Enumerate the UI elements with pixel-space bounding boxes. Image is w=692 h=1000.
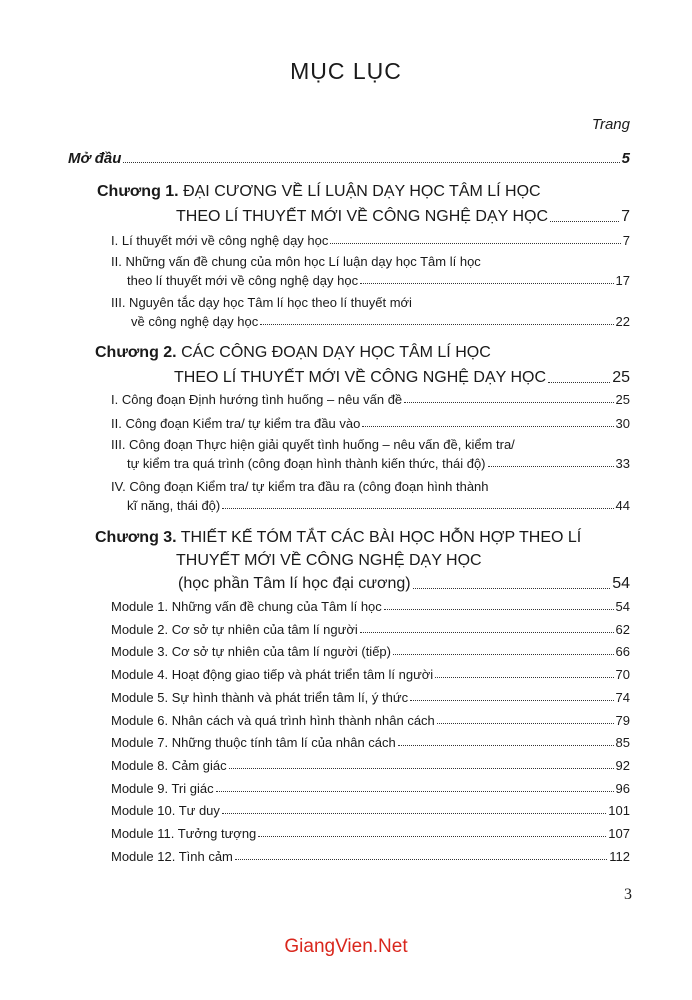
dot-leader bbox=[235, 859, 607, 860]
module-label: Module 10. Tư duy bbox=[111, 803, 220, 819]
toc-page-number: 101 bbox=[608, 803, 630, 819]
toc-item[interactable] bbox=[127, 456, 630, 471]
toc-page-number: 54 bbox=[612, 575, 630, 592]
module-label: Module 8. Cảm giác bbox=[111, 757, 227, 773]
module-entry[interactable] bbox=[111, 758, 630, 773]
module-label: Module 7. Những thuộc tính tâm lí của nhân cách bbox=[111, 735, 396, 751]
dot-leader bbox=[548, 382, 610, 383]
module-entry[interactable] bbox=[111, 644, 630, 659]
toc-page-number: 66 bbox=[615, 644, 630, 660]
toc-item-label: theo lí thuyết mới về công nghệ dạy học bbox=[127, 273, 359, 288]
chapter-title-line: THEO LÍ THUYẾT MỚI VỀ CÔNG NGHỆ DẠY HỌC bbox=[176, 208, 548, 225]
toc-item-label: I. Công đoạn Định hướng tình huống – nêu vấn đề bbox=[111, 392, 403, 407]
dot-leader bbox=[222, 813, 606, 814]
module-entry[interactable] bbox=[111, 803, 630, 818]
module-label: Module 2. Cơ sở tự nhiên của tâm lí người bbox=[111, 621, 358, 637]
dot-leader bbox=[360, 632, 614, 633]
dot-leader bbox=[384, 609, 614, 610]
page-number: 3 bbox=[624, 886, 632, 903]
toc-item-label: tự kiểm tra quá trình (công đoạn hình thành kiến thức, thái độ) bbox=[127, 456, 486, 471]
dot-leader bbox=[258, 836, 606, 837]
toc-entry-label: Mở đầu bbox=[68, 150, 122, 167]
dot-leader bbox=[435, 677, 613, 678]
module-label: Module 1. Những vấn đề chung của Tâm lí học bbox=[111, 599, 382, 614]
page-title: MỤC LỤC bbox=[290, 58, 402, 84]
module-entry[interactable] bbox=[111, 849, 630, 864]
chapter-title-row[interactable] bbox=[178, 575, 630, 593]
toc-item-label: kĩ năng, thái độ) bbox=[127, 498, 221, 513]
toc-page-number: 7 bbox=[621, 208, 630, 225]
dot-leader bbox=[404, 402, 613, 403]
module-entry[interactable] bbox=[111, 690, 630, 705]
chapter-title-line: CÁC CÔNG ĐOẠN DẠY HỌC TÂM LÍ HỌC bbox=[181, 344, 491, 361]
chapter-heading[interactable] bbox=[95, 529, 581, 547]
toc-page-number: 25 bbox=[612, 369, 630, 386]
watermark-footer: GiangVien.Net bbox=[284, 936, 408, 957]
chapter-prefix: Chương 1. bbox=[97, 183, 179, 200]
dot-leader bbox=[260, 324, 613, 325]
module-label: Module 12. Tình cảm bbox=[111, 848, 233, 864]
chapter-title-row[interactable] bbox=[174, 369, 630, 387]
toc-page-number: 92 bbox=[615, 757, 630, 773]
toc-page-number: 96 bbox=[615, 780, 630, 796]
toc-item-label: về công nghệ dạy học bbox=[131, 314, 259, 329]
toc-item[interactable] bbox=[127, 273, 630, 288]
toc-item-label[interactable]: IV. Công đoạn Kiểm tra/ tự kiểm tra đầu ra (công đoạn hình thành bbox=[111, 479, 489, 494]
module-label: Module 11. Tưởng tượng bbox=[111, 826, 257, 841]
toc-page-number: 17 bbox=[615, 273, 630, 288]
chapter-title-line: (học phần Tâm lí học đại cương) bbox=[178, 575, 411, 592]
dot-leader bbox=[398, 745, 614, 746]
dot-leader bbox=[410, 700, 613, 701]
toc-page-number: 112 bbox=[609, 848, 630, 864]
page-column-label: Trang bbox=[591, 116, 630, 133]
dot-leader bbox=[222, 508, 613, 509]
toc-page-number: 62 bbox=[615, 621, 630, 637]
chapter-title-line[interactable]: THUYẾT MỚI VỀ CÔNG NGHỆ DẠY HỌC bbox=[176, 552, 482, 569]
toc-item-label[interactable]: II. Những vấn đề chung của môn học Lí luận dạy học Tâm lí học bbox=[111, 254, 481, 269]
toc-page-number: 30 bbox=[615, 416, 630, 431]
module-label: Module 3. Cơ sở tự nhiên của tâm lí người (tiếp) bbox=[111, 644, 391, 660]
dot-leader bbox=[360, 283, 613, 284]
toc-item[interactable] bbox=[111, 416, 630, 431]
toc-page-number: 22 bbox=[615, 314, 630, 329]
dot-leader bbox=[362, 426, 613, 427]
dot-leader bbox=[550, 221, 619, 222]
toc-page-number: 33 bbox=[615, 456, 630, 471]
toc-page-number: 79 bbox=[615, 712, 630, 728]
module-entry[interactable] bbox=[111, 622, 630, 637]
toc-page-number: 5 bbox=[621, 150, 630, 167]
dot-leader bbox=[393, 654, 614, 655]
chapter-prefix: Chương 2. bbox=[95, 344, 177, 361]
chapter-heading[interactable] bbox=[95, 344, 491, 362]
chapter-title-line: ĐẠI CƯƠNG VỀ LÍ LUẬN DẠY HỌC TÂM LÍ HỌC bbox=[183, 183, 541, 200]
dot-leader bbox=[437, 723, 614, 724]
module-label: Module 4. Hoạt động giao tiếp và phát triển tâm lí người bbox=[111, 667, 434, 683]
toc-page-number: 44 bbox=[615, 498, 630, 513]
dot-leader bbox=[488, 466, 614, 467]
module-entry[interactable] bbox=[111, 781, 630, 796]
toc-item[interactable] bbox=[111, 233, 630, 248]
dot-leader bbox=[413, 588, 611, 589]
toc-item[interactable] bbox=[127, 498, 630, 513]
toc-item-label: II. Công đoạn Kiểm tra/ tự kiểm tra đầu vào bbox=[111, 416, 361, 431]
chapter-heading[interactable] bbox=[97, 183, 541, 201]
chapter-prefix: Chương 3. bbox=[95, 529, 177, 546]
toc-item-label: I. Lí thuyết mới về công nghệ dạy học bbox=[111, 233, 329, 248]
toc-item-label[interactable]: III. Nguyên tắc dạy học Tâm lí học theo lí thuyết mới bbox=[111, 295, 412, 310]
module-label: Module 6. Nhân cách và quá trình hình thành nhân cách bbox=[111, 712, 435, 728]
module-label: Module 9. Tri giác bbox=[111, 780, 214, 796]
toc-page-number: 70 bbox=[615, 667, 630, 683]
toc-page-number: 85 bbox=[615, 735, 630, 751]
toc-entry-intro[interactable] bbox=[68, 150, 630, 167]
toc-page-number: 25 bbox=[615, 392, 630, 407]
dot-leader bbox=[216, 791, 614, 792]
toc-item-label[interactable]: III. Công đoạn Thực hiện giải quyết tình huống – nêu vấn đề, kiểm tra/ bbox=[111, 437, 515, 452]
module-entry[interactable] bbox=[111, 599, 630, 614]
chapter-title-line: THIẾT KẾ TÓM TẮT CÁC BÀI HỌC HỖN HỢP THEO LÍ bbox=[180, 529, 582, 546]
toc-page-number: 107 bbox=[608, 826, 630, 841]
toc-page-number: 54 bbox=[615, 599, 630, 614]
toc-page-number: 7 bbox=[622, 233, 630, 248]
module-entry[interactable] bbox=[111, 713, 630, 728]
toc-page-number: 74 bbox=[615, 689, 630, 705]
toc-item[interactable] bbox=[131, 314, 630, 329]
dot-leader bbox=[123, 162, 619, 163]
chapter-title-row[interactable] bbox=[176, 208, 630, 226]
module-entry[interactable] bbox=[111, 667, 630, 682]
toc-item[interactable] bbox=[111, 392, 630, 407]
module-entry[interactable] bbox=[111, 826, 630, 841]
dot-leader bbox=[229, 768, 614, 769]
module-entry[interactable] bbox=[111, 735, 630, 750]
dot-leader bbox=[330, 243, 620, 244]
chapter-title-line: THEO LÍ THUYẾT MỚI VỀ CÔNG NGHỆ DẠY HỌC bbox=[174, 369, 546, 386]
module-label: Module 5. Sự hình thành và phát triển tâm lí, ý thức bbox=[111, 689, 409, 705]
